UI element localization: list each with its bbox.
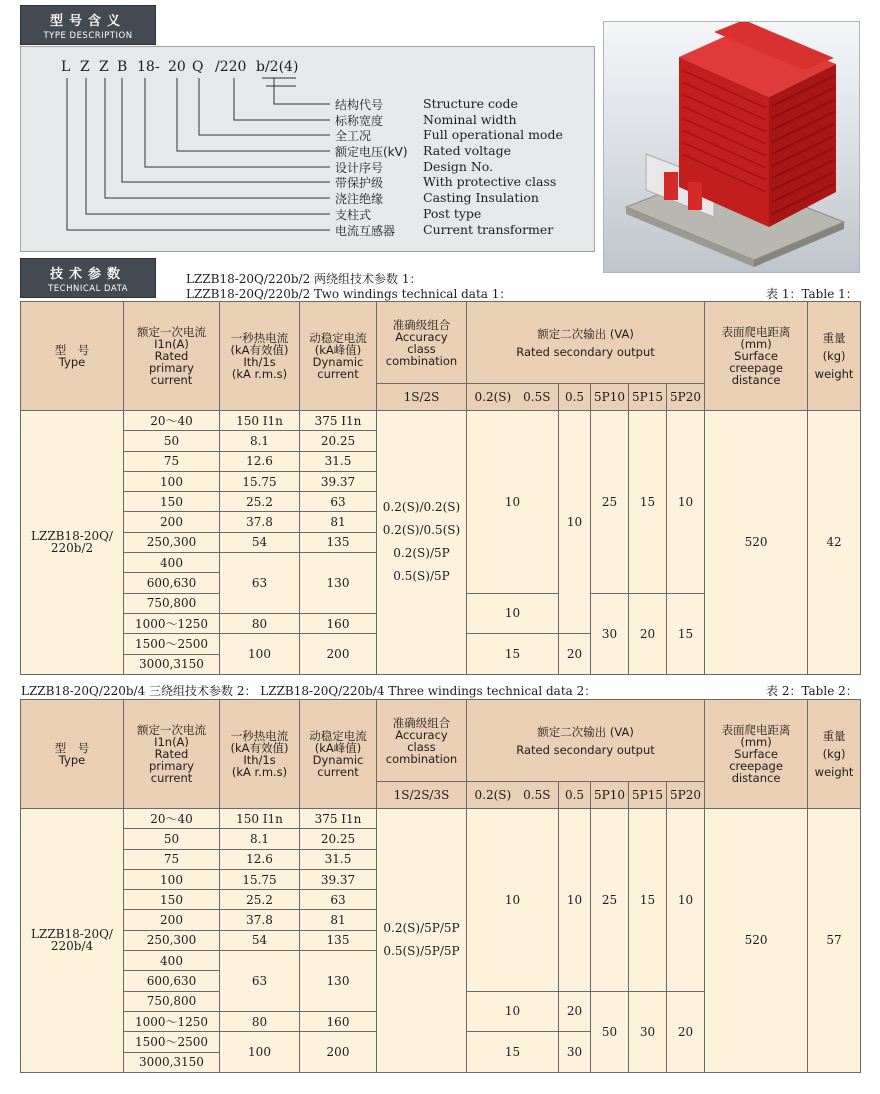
- model-cell: LZZB18-20Q/ 220b/2: [21, 411, 124, 675]
- thermal-current-cell: 63: [220, 553, 300, 614]
- primary-current-cell: 20～40: [124, 809, 220, 829]
- output-05-cell: 20: [559, 991, 591, 1032]
- table1-subtitle-en: LZZB18-20Q/220b/2 Two windings technical data 1：: [186, 287, 512, 301]
- desc-zh-width: 标称宽度: [335, 114, 384, 128]
- primary-current-cell: 750,800: [124, 991, 220, 1011]
- header-secondary-output: 额定二次输出 (VA) Rated secondary output: [467, 302, 705, 384]
- primary-current-cell: 100: [124, 869, 220, 889]
- header-col-5p10: 5P10: [591, 782, 629, 809]
- primary-current-cell: 150: [124, 492, 220, 512]
- dynamic-current-cell: 63: [300, 890, 377, 910]
- primary-current-cell: 150: [124, 890, 220, 910]
- thermal-current-cell: 15.75: [220, 869, 300, 889]
- dynamic-current-cell: 135: [300, 532, 377, 552]
- desc-zh-ct: 电流互感器: [335, 224, 396, 238]
- primary-current-cell: 400: [124, 951, 220, 971]
- dynamic-current-cell: 39.37: [300, 869, 377, 889]
- output-02-cell: 10: [467, 411, 559, 594]
- thermal-current-cell: 25.2: [220, 492, 300, 512]
- primary-current-cell: 1500～2500: [124, 1032, 220, 1052]
- dynamic-current-cell: 31.5: [300, 849, 377, 869]
- table-row: [21, 411, 861, 431]
- primary-current-cell: 75: [124, 849, 220, 869]
- desc-en-casting: Casting Insulation: [423, 190, 539, 205]
- header-col-02-05s: 0.2(S) 0.5S: [467, 782, 559, 809]
- desc-zh-design: 设计序号: [335, 161, 384, 175]
- primary-current-cell: 20～40: [124, 411, 220, 431]
- table-row: [21, 809, 861, 829]
- primary-current-cell: 200: [124, 910, 220, 930]
- header-primary-current: 额定一次电流 I1n(A) Rated primary current: [124, 302, 220, 411]
- output-5p15-cell: 20: [629, 593, 667, 674]
- weight-cell: 57: [808, 809, 861, 1073]
- desc-zh-voltage: 额定电压(kV): [335, 145, 408, 159]
- model-cell: LZZB18-20Q/ 220b/4: [21, 809, 124, 1073]
- header-accuracy-class: 1S/2S: [377, 384, 467, 411]
- dynamic-current-cell: 81: [300, 512, 377, 532]
- header-accuracy: 准确级组合 Accuracy class combination: [377, 700, 467, 782]
- header-col-5p15: 5P15: [629, 384, 667, 411]
- header-accuracy: 准确级组合 Accuracy class combination: [377, 302, 467, 384]
- table2-subtitle: LZZB18-20Q/220b/4 三绕组技术参数 2： LZZB18-20Q/220b/4 Three windings technical data 2：: [21, 684, 597, 698]
- thermal-current-cell: 100: [220, 1032, 300, 1073]
- accuracy-combination-cell: 0.2(S)/5P/5P 0.5(S)/5P/5P: [377, 809, 467, 1073]
- desc-zh-protective: 带保护级: [335, 176, 384, 190]
- output-02-cell: 15: [467, 634, 559, 675]
- thermal-current-cell: 37.8: [220, 910, 300, 930]
- output-5p20-cell: 10: [667, 809, 705, 992]
- dynamic-current-cell: 81: [300, 910, 377, 930]
- table1-label: 表 1：Table 1：: [766, 287, 858, 301]
- dynamic-current-cell: 130: [300, 951, 377, 1012]
- output-5p10-cell: 30: [591, 593, 629, 674]
- desc-zh-post: 支柱式: [335, 208, 372, 222]
- thermal-current-cell: 8.1: [220, 431, 300, 451]
- accuracy-combination-cell: 0.2(S)/0.2(S) 0.2(S)/0.5(S) 0.2(S)/5P 0.5(S)/5P: [377, 411, 467, 675]
- thermal-current-cell: 37.8: [220, 512, 300, 532]
- dynamic-current-cell: 63: [300, 492, 377, 512]
- header-thermal-current: 一秒热电流 (kA有效值) Ith/1s (kA r.m.s): [220, 302, 300, 411]
- desc-en-voltage: Rated voltage: [423, 143, 512, 158]
- output-5p10-cell: 25: [591, 411, 629, 594]
- output-5p20-cell: 20: [667, 991, 705, 1072]
- creepage-cell: 520: [705, 809, 808, 1073]
- thermal-current-cell: 150 I1n: [220, 411, 300, 431]
- header-col-5p15: 5P15: [629, 782, 667, 809]
- model-char-q: Q: [192, 59, 204, 75]
- badge-title-en: TYPE DESCRIPTION: [43, 31, 133, 41]
- thermal-current-cell: 12.6: [220, 451, 300, 471]
- model-char-z1: Z: [80, 59, 90, 75]
- primary-current-cell: 50: [124, 829, 220, 849]
- product-photo: [603, 21, 860, 273]
- dynamic-current-cell: 160: [300, 613, 377, 633]
- dynamic-current-cell: 200: [300, 1032, 377, 1073]
- dynamic-current-cell: 375 I1n: [300, 809, 377, 829]
- table2-label: 表 2：Table 2：: [766, 684, 858, 698]
- primary-current-cell: 3000,3150: [124, 1052, 220, 1072]
- primary-current-cell: 250,300: [124, 930, 220, 950]
- technical-data-table-2: [20, 699, 861, 1073]
- header-accuracy-class: 1S/2S/3S: [377, 782, 467, 809]
- dynamic-current-cell: 130: [300, 553, 377, 614]
- model-char-18: 18-: [137, 59, 160, 75]
- model-char-z2: Z: [99, 59, 109, 75]
- header-type: 型 号 Type: [21, 302, 124, 411]
- desc-en-mode: Full operational mode: [423, 127, 563, 142]
- header-secondary-output: 额定二次输出 (VA) Rated secondary output: [467, 700, 705, 782]
- desc-en-structure: Structure code: [423, 96, 518, 111]
- header-creepage: 表面爬电距离 (mm) Surface creepage distance: [705, 302, 808, 411]
- dynamic-current-cell: 135: [300, 930, 377, 950]
- desc-zh-structure: 结构代号: [335, 98, 384, 112]
- primary-current-cell: 1000～1250: [124, 1011, 220, 1031]
- model-char-220: /220: [215, 59, 247, 75]
- dynamic-current-cell: 200: [300, 634, 377, 675]
- output-5p10-cell: 50: [591, 991, 629, 1072]
- header-col-02-05s: 0.2(S) 0.5S: [467, 384, 559, 411]
- primary-current-cell: 600,630: [124, 971, 220, 991]
- thermal-current-cell: 150 I1n: [220, 809, 300, 829]
- header-dynamic-current: 动稳定电流 (kA峰值) Dynamic current: [300, 302, 377, 411]
- thermal-current-cell: 100: [220, 634, 300, 675]
- output-02-cell: 10: [467, 593, 559, 634]
- output-05-cell: 10: [559, 411, 591, 634]
- output-5p15-cell: 15: [629, 411, 667, 594]
- desc-en-design: Design No.: [423, 159, 494, 174]
- model-char-l: L: [61, 59, 71, 75]
- dynamic-current-cell: 20.25: [300, 829, 377, 849]
- header-col-5p10: 5P10: [591, 384, 629, 411]
- primary-current-cell: 750,800: [124, 593, 220, 613]
- dynamic-current-cell: 20.25: [300, 431, 377, 451]
- badge-title-zh: 型号含义: [49, 14, 126, 29]
- primary-current-cell: 50: [124, 431, 220, 451]
- primary-current-cell: 400: [124, 553, 220, 573]
- header-col-5p20: 5P20: [667, 782, 705, 809]
- output-02-cell: 15: [467, 1032, 559, 1073]
- badge-tech-zh: 技术参数: [49, 267, 126, 282]
- header-col-05: 0.5: [559, 384, 591, 411]
- output-5p15-cell: 30: [629, 991, 667, 1072]
- thermal-current-cell: 80: [220, 613, 300, 633]
- header-weight: 重量 (kg) weight: [808, 700, 861, 809]
- table1-subtitle-zh: LZZB18-20Q/220b/2 两绕组技术参数 1：: [186, 272, 422, 286]
- dynamic-current-cell: 160: [300, 1011, 377, 1031]
- header-col-05: 0.5: [559, 782, 591, 809]
- thermal-current-cell: 8.1: [220, 829, 300, 849]
- primary-current-cell: 600,630: [124, 573, 220, 593]
- header-primary-current: 额定一次电流 I1n(A) Rated primary current: [124, 700, 220, 809]
- desc-en-width: Nominal width: [423, 112, 517, 127]
- output-5p20-cell: 15: [667, 593, 705, 674]
- primary-current-cell: 75: [124, 451, 220, 471]
- header-dynamic-current: 动稳定电流 (kA峰值) Dynamic current: [300, 700, 377, 809]
- dynamic-current-cell: 39.37: [300, 471, 377, 491]
- output-02-cell: 10: [467, 809, 559, 992]
- badge-tech-en: TECHNICAL DATA: [48, 284, 128, 294]
- output-02-cell: 10: [467, 991, 559, 1032]
- header-creepage: 表面爬电距离 (mm) Surface creepage distance: [705, 700, 808, 809]
- header-weight: 重量 (kg) weight: [808, 302, 861, 411]
- dynamic-current-cell: 31.5: [300, 451, 377, 471]
- weight-cell: 42: [808, 411, 861, 675]
- dynamic-current-cell: 375 I1n: [300, 411, 377, 431]
- primary-current-cell: 3000,3150: [124, 654, 220, 674]
- model-char-b: B: [117, 59, 128, 75]
- header-type: 型 号 Type: [21, 700, 124, 809]
- primary-current-cell: 100: [124, 471, 220, 491]
- primary-current-cell: 250,300: [124, 532, 220, 552]
- primary-current-cell: 1000～1250: [124, 613, 220, 633]
- thermal-current-cell: 54: [220, 930, 300, 950]
- thermal-current-cell: 80: [220, 1011, 300, 1031]
- output-05-cell: 10: [559, 809, 591, 992]
- thermal-current-cell: 12.6: [220, 849, 300, 869]
- desc-en-post: Post type: [423, 206, 482, 221]
- model-char-b2: b/2(4): [256, 59, 299, 75]
- desc-en-ct: Current transformer: [423, 222, 554, 237]
- desc-en-protective: With protective class: [423, 174, 557, 189]
- creepage-cell: 520: [705, 411, 808, 675]
- output-5p10-cell: 25: [591, 809, 629, 992]
- technical-data-badge: [20, 258, 156, 298]
- output-05-cell: 20: [559, 634, 591, 675]
- desc-zh-mode: 全工况: [335, 129, 372, 143]
- thermal-current-cell: 25.2: [220, 890, 300, 910]
- model-char-20: 20: [168, 59, 186, 75]
- output-05-cell: 30: [559, 1032, 591, 1073]
- desc-zh-casting: 浇注绝缘: [335, 192, 384, 206]
- thermal-current-cell: 54: [220, 532, 300, 552]
- primary-current-cell: 1500～2500: [124, 634, 220, 654]
- primary-current-cell: 200: [124, 512, 220, 532]
- header-thermal-current: 一秒热电流 (kA有效值) Ith/1s (kA r.m.s): [220, 700, 300, 809]
- output-5p20-cell: 10: [667, 411, 705, 594]
- technical-data-table-1: [20, 301, 861, 675]
- output-5p15-cell: 15: [629, 809, 667, 992]
- thermal-current-cell: 63: [220, 951, 300, 1012]
- thermal-current-cell: 15.75: [220, 471, 300, 491]
- transformer-illustration: [604, 22, 859, 272]
- header-col-5p20: 5P20: [667, 384, 705, 411]
